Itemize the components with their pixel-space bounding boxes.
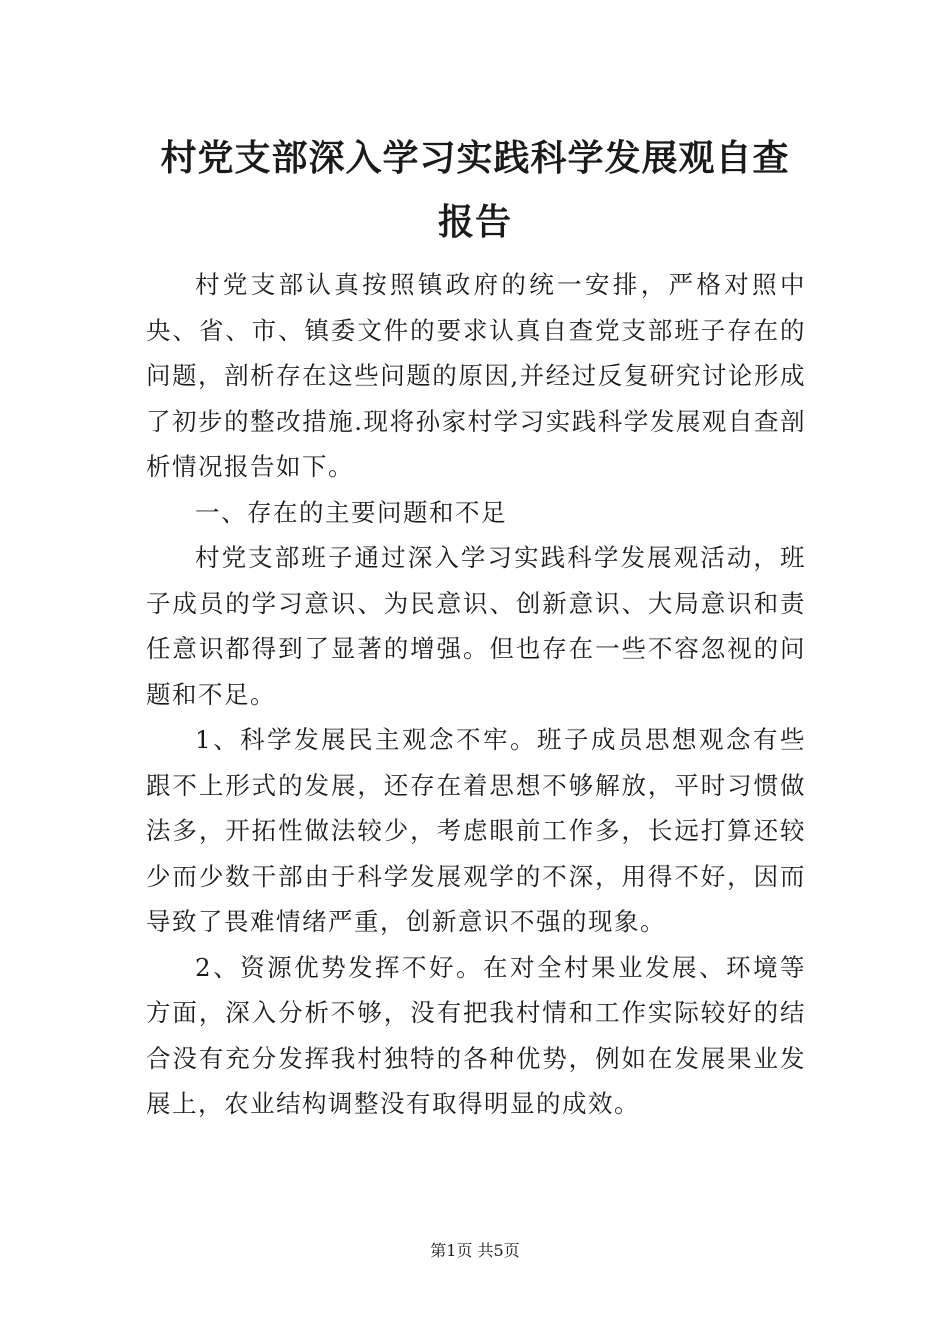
- document-title-line-1: 村党支部深入学习实践科学发展观自查: [160, 137, 790, 179]
- intro-paragraph: 村党支部认真按照镇政府的统一安排，严格对照中央、省、市、镇委文件的要求认真自查党支部班子存在的问题，剖析存在这些问题的原因,并经过反复研究讨论形成了初步的整改措施.现将孙家村学习实践科学发展观自查剖析情况报告如下。: [146, 270, 806, 481]
- body-paragraph: 1、科学发展民主观念不牢。班子成员思想观念有些跟不上形式的发展，还存在着思想不够解放，平时习惯做法多，开拓性做法较少，考虑眼前工作多，长远打算还较少而少数干部由于科学发展观学的不深，用得不好，因而导致了畏难情绪严重，创新意识不强的现象。: [146, 725, 806, 936]
- body-paragraph: 2、资源优势发挥不好。在对全村果业发展、环境等方面，深入分析不够，没有把我村情和工作实际较好的结合没有充分发挥我村独特的各种优势，例如在发展果业发展上，农业结构调整没有取得明显的成效。: [146, 952, 806, 1118]
- document-title-line-2: 报告: [437, 201, 512, 243]
- body-paragraph: 村党支部班子通过深入学习实践科学发展观活动，班子成员的学习意识、为民意识、创新意识、大局意识和责任意识都得到了显著的增强。但也存在一些不容忽视的问题和不足。: [146, 543, 806, 709]
- page-footer: 第1页 共5页: [430, 1241, 520, 1260]
- document-body: [146, 262, 806, 1127]
- section-heading: 一、存在的主要问题和不足: [195, 497, 507, 527]
